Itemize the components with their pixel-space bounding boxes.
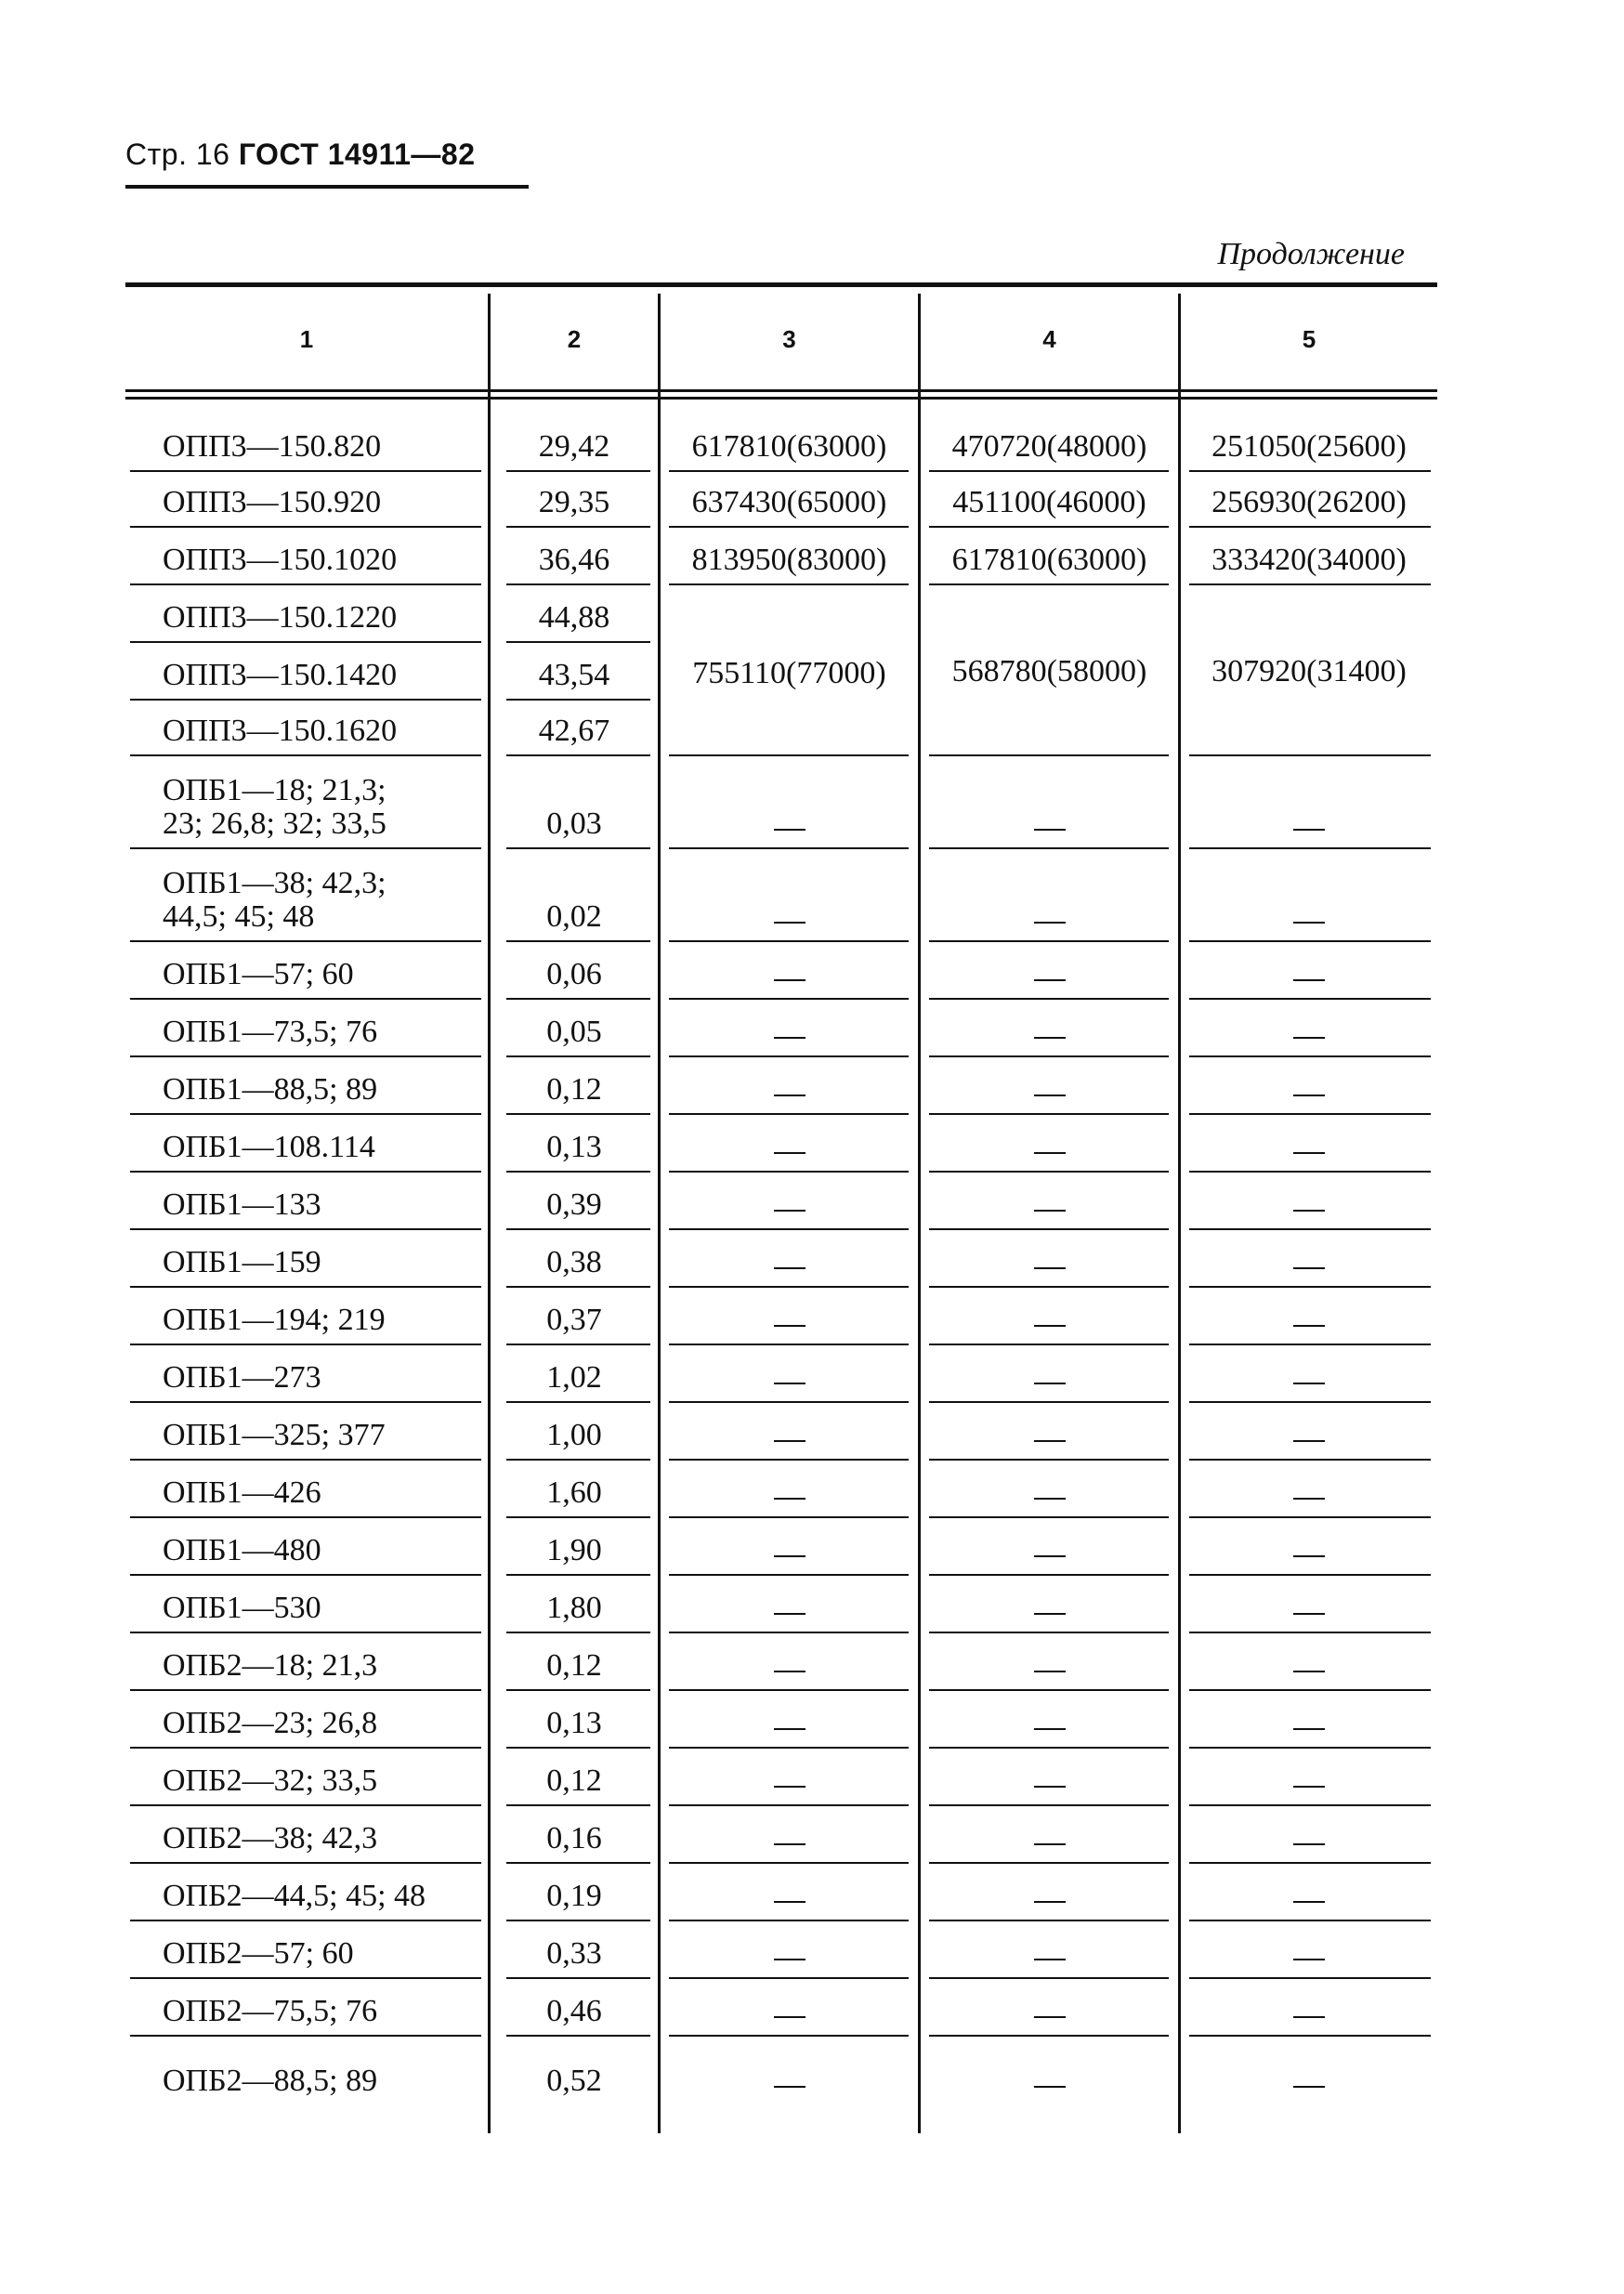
row-dash-col4: [1034, 1498, 1066, 1500]
row-dash-col3: [774, 1383, 805, 1384]
row-name-underline: [130, 1632, 481, 1633]
row-name: ОПБ2—32; 33,5: [163, 1763, 378, 1798]
row-value-underline-col2: [506, 847, 650, 849]
row-dash-col5: [1293, 979, 1325, 981]
row-value-col2: 0,13: [546, 1130, 602, 1164]
row-value-underline-col4: [929, 1113, 1169, 1115]
row-name: ОПБ2—88,5; 89: [163, 2064, 378, 2098]
merged-cell-col4: 568780(58000): [951, 654, 1147, 688]
row-dash-col4: [1034, 1440, 1066, 1442]
row-name-underline: [130, 1401, 481, 1403]
row-value-underline-col2: [506, 1747, 650, 1749]
row-dash-col5: [1293, 1440, 1325, 1442]
row-value-underline-col2: [506, 699, 650, 701]
row-value-underline-col3: [669, 1632, 909, 1633]
row-value-col2: 0,03: [546, 806, 602, 841]
row-dash-col3: [774, 1901, 805, 1903]
row-dash-col5: [1293, 1786, 1325, 1788]
row-value-underline-col3: [669, 1344, 909, 1345]
column-header-5: 5: [1302, 325, 1316, 353]
row-name-underline: [130, 1286, 481, 1288]
row-name: ОПБ1—88,5; 89: [163, 1072, 378, 1107]
merged-underline-col4: [929, 754, 1169, 756]
row-name: ОПБ1—480: [163, 1533, 321, 1567]
row-value-col2: 0,39: [546, 1187, 602, 1222]
row-name-underline: [130, 1516, 481, 1518]
row-value-col5: 256930(26200): [1211, 485, 1407, 519]
row-value-col2: 44,88: [538, 600, 610, 635]
row-dash-col4: [1034, 1843, 1066, 1845]
row-value-underline-col4: [929, 583, 1169, 585]
row-value-underline-col3: [669, 1113, 909, 1115]
row-value-underline-col2: [506, 1632, 650, 1633]
row-value-underline-col5: [1189, 1632, 1431, 1633]
page-header: [125, 138, 476, 172]
row-value-underline-col2: [506, 1055, 650, 1057]
row-value-underline-col4: [929, 1632, 1169, 1633]
row-dash-col4: [1034, 1210, 1066, 1212]
row-value-underline-col2: [506, 940, 650, 942]
row-dash-col5: [1293, 1095, 1325, 1096]
row-dash-col3: [774, 1843, 805, 1845]
row-dash-col4: [1034, 979, 1066, 981]
row-value-col2: 0,16: [546, 1821, 602, 1855]
row-value-underline-col4: [929, 847, 1169, 849]
row-dash-col5: [1293, 1671, 1325, 1672]
row-value-underline-col3: [669, 1055, 909, 1057]
row-dash-col5: [1293, 1267, 1325, 1269]
row-value-underline-col4: [929, 998, 1169, 1000]
row-value-underline-col2: [506, 1516, 650, 1518]
row-value-underline-col2: [506, 1689, 650, 1691]
row-dash-col3: [774, 1555, 805, 1557]
row-value-underline-col4: [929, 1747, 1169, 1749]
row-value-underline-col5: [1189, 998, 1431, 1000]
row-name: ОПП3—150.1220: [163, 600, 398, 635]
row-dash-col4: [1034, 922, 1066, 924]
row-value-underline-col3: [669, 1689, 909, 1691]
row-name: ОПБ1—57; 60: [163, 957, 354, 991]
row-value-underline-col5: [1189, 583, 1431, 585]
row-value-underline-col3: [669, 526, 909, 528]
row-value-col2: 1,02: [546, 1360, 602, 1395]
row-value-underline-col2: [506, 470, 650, 472]
row-dash-col4: [1034, 1555, 1066, 1557]
row-dash-col4: [1034, 1325, 1066, 1327]
row-value-col2: 0,19: [546, 1879, 602, 1913]
row-value-col2: 29,42: [538, 429, 610, 464]
row-value-col3: 617810(63000): [691, 429, 887, 464]
row-value-underline-col5: [1189, 470, 1431, 472]
row-value-underline-col3: [669, 998, 909, 1000]
row-dash-col5: [1293, 1210, 1325, 1212]
row-dash-col3: [774, 1728, 805, 1730]
row-value-underline-col4: [929, 1228, 1169, 1230]
row-value-underline-col5: [1189, 1920, 1431, 1921]
row-name: ОПБ2—75,5; 76: [163, 1994, 378, 2028]
row-dash-col5: [1293, 2016, 1325, 2018]
row-value-underline-col4: [929, 1516, 1169, 1518]
row-value-col2: 0,33: [546, 1936, 602, 1971]
row-name-underline: [130, 526, 481, 528]
row-value-underline-col2: [506, 1286, 650, 1288]
row-value-underline-col5: [1189, 1689, 1431, 1691]
row-dash-col4: [1034, 1152, 1066, 1154]
row-name-underline: [130, 1055, 481, 1057]
row-name-underline: [130, 1920, 481, 1921]
row-dash-col3: [774, 1095, 805, 1096]
row-dash-col3: [774, 829, 805, 831]
row-value-col2: 0,38: [546, 1245, 602, 1279]
row-dash-col5: [1293, 1728, 1325, 1730]
row-name: ОПП3—150.820: [163, 429, 382, 464]
row-name: ОПП3—150.1620: [163, 714, 398, 748]
row-value-underline-col2: [506, 1228, 650, 1230]
row-value-col2: 0,13: [546, 1706, 602, 1740]
row-value-underline-col2: [506, 1574, 650, 1576]
row-dash-col4: [1034, 1786, 1066, 1788]
row-value-underline-col5: [1189, 1055, 1431, 1057]
row-dash-col5: [1293, 1959, 1325, 1960]
row-value-underline-col2: [506, 583, 650, 585]
continuation-label: Продолжение: [1217, 237, 1405, 271]
row-dash-col5: [1293, 1498, 1325, 1500]
merged-underline-col3: [669, 754, 909, 756]
row-value-underline-col4: [929, 526, 1169, 528]
row-dash-col3: [774, 1498, 805, 1500]
row-value-underline-col4: [929, 1171, 1169, 1173]
row-value-underline-col3: [669, 1286, 909, 1288]
row-name-underline: [130, 1689, 481, 1691]
row-value-underline-col5: [1189, 1862, 1431, 1864]
row-dash-col5: [1293, 922, 1325, 924]
table-header-rule: [125, 389, 1437, 392]
row-name: ОПБ1—273: [163, 1360, 321, 1395]
page-number: Стр. 16: [125, 138, 230, 171]
row-value-underline-col5: [1189, 847, 1431, 849]
row-value-col2: 0,46: [546, 1994, 602, 2028]
row-name-underline: [130, 998, 481, 1000]
row-name: ОПБ2—18; 21,3: [163, 1648, 378, 1683]
row-value-col5: 251050(25600): [1211, 429, 1407, 464]
row-dash-col4: [1034, 829, 1066, 831]
row-value-underline-col5: [1189, 2035, 1431, 2037]
row-value-underline-col2: [506, 1804, 650, 1806]
row-value-col3: 637430(65000): [691, 485, 887, 519]
row-value-underline-col2: [506, 1977, 650, 1979]
row-value-underline-col3: [669, 1747, 909, 1749]
row-dash-col4: [1034, 1095, 1066, 1096]
row-value-underline-col5: [1189, 1113, 1431, 1115]
row-value-underline-col5: [1189, 1171, 1431, 1173]
row-value-col2: 1,00: [546, 1418, 602, 1452]
row-value-underline-col3: [669, 470, 909, 472]
row-name: ОПП3—150.1020: [163, 543, 398, 577]
row-name: ОПБ2—38; 42,3: [163, 1821, 378, 1855]
row-value-underline-col3: [669, 583, 909, 585]
row-value-underline-col2: [506, 1920, 650, 1921]
row-dash-col5: [1293, 1037, 1325, 1039]
row-value-underline-col3: [669, 1862, 909, 1864]
row-name-underline: [130, 1228, 481, 1230]
row-value-underline-col3: [669, 1574, 909, 1576]
row-value-col2: 0,05: [546, 1015, 602, 1049]
row-dash-col3: [774, 1325, 805, 1327]
row-dash-col5: [1293, 1613, 1325, 1615]
row-dash-col4: [1034, 2016, 1066, 2018]
row-name-underline: [130, 754, 481, 756]
row-dash-col5: [1293, 1843, 1325, 1845]
row-value-underline-col2: [506, 526, 650, 528]
row-value-underline-col3: [669, 1920, 909, 1921]
row-value-col4: 451100(46000): [952, 485, 1146, 519]
row-name: ОПБ1—18; 21,3;: [163, 773, 386, 807]
row-value-underline-col4: [929, 1689, 1169, 1691]
row-name-underline: [130, 847, 481, 849]
row-dash-col3: [774, 1440, 805, 1442]
row-value-underline-col3: [669, 1804, 909, 1806]
merged-underline-col5: [1189, 754, 1431, 756]
row-value-col4: 470720(48000): [951, 429, 1147, 464]
row-name-underline: [130, 1574, 481, 1576]
row-name-underline: [130, 470, 481, 472]
row-value-underline-col4: [929, 1574, 1169, 1576]
row-name: ОПБ1—133: [163, 1187, 321, 1222]
row-dash-col3: [774, 1671, 805, 1672]
row-value-underline-col4: [929, 1459, 1169, 1461]
row-dash-col3: [774, 922, 805, 924]
row-value-underline-col5: [1189, 940, 1431, 942]
row-value-underline-col5: [1189, 1286, 1431, 1288]
row-value-col2: 0,06: [546, 957, 602, 991]
row-name: ОПБ1—530: [163, 1591, 321, 1625]
merged-cell-col5: 307920(31400): [1211, 654, 1407, 688]
row-dash-col3: [774, 1786, 805, 1788]
row-value-col2: 0,12: [546, 1072, 602, 1107]
row-name-underline: [130, 1171, 481, 1173]
row-value-underline-col4: [929, 940, 1169, 942]
row-name-underline: [130, 1459, 481, 1461]
row-dash-col4: [1034, 1037, 1066, 1039]
row-value-underline-col4: [929, 1055, 1169, 1057]
row-value-col2: 43,54: [538, 658, 610, 692]
merged-cell-col3: 755110(77000): [692, 656, 886, 690]
row-name: ОПБ1—73,5; 76: [163, 1015, 378, 1049]
row-name-underline: [130, 940, 481, 942]
column-header-1: 1: [299, 325, 314, 353]
row-name-underline: [130, 1113, 481, 1115]
row-name-underline: [130, 1747, 481, 1749]
row-dash-col3: [774, 1210, 805, 1212]
row-name: 44,5; 45; 48: [163, 899, 315, 934]
row-name-underline: [130, 1344, 481, 1345]
row-dash-col4: [1034, 1959, 1066, 1960]
column-header-2: 2: [567, 325, 582, 353]
row-name: ОПБ2—44,5; 45; 48: [163, 1879, 426, 1913]
row-value-underline-col5: [1189, 1401, 1431, 1403]
row-value-underline-col5: [1189, 526, 1431, 528]
row-value-underline-col4: [929, 2035, 1169, 2037]
row-value-col2: 36,46: [538, 543, 610, 577]
row-value-underline-col5: [1189, 1516, 1431, 1518]
row-name-underline: [130, 1977, 481, 1979]
row-value-underline-col2: [506, 1113, 650, 1115]
row-dash-col5: [1293, 1555, 1325, 1557]
table-header-rule-double: [125, 397, 1437, 400]
row-value-underline-col4: [929, 1401, 1169, 1403]
row-value-underline-col3: [669, 940, 909, 942]
column-header-3: 3: [782, 325, 796, 353]
row-value-underline-col2: [506, 1344, 650, 1345]
row-value-underline-col3: [669, 1401, 909, 1403]
row-name: ОПБ2—23; 26,8: [163, 1706, 378, 1740]
table-top-rule: [125, 282, 1437, 287]
row-value-col2: 0,02: [546, 899, 602, 934]
row-dash-col3: [774, 1959, 805, 1960]
column-header-4: 4: [1042, 325, 1056, 353]
row-value-underline-col4: [929, 1920, 1169, 1921]
row-value-underline-col2: [506, 1459, 650, 1461]
row-value-col2: 1,60: [546, 1475, 602, 1510]
row-dash-col5: [1293, 1152, 1325, 1154]
row-dash-col5: [1293, 2086, 1325, 2088]
row-value-col2: 1,90: [546, 1533, 602, 1567]
row-value-underline-col4: [929, 1344, 1169, 1345]
row-value-underline-col3: [669, 2035, 909, 2037]
row-value-underline-col2: [506, 998, 650, 1000]
row-value-col2: 0,37: [546, 1303, 602, 1337]
row-value-col3: 813950(83000): [691, 543, 887, 577]
row-dash-col5: [1293, 1383, 1325, 1384]
row-value-underline-col3: [669, 1459, 909, 1461]
row-value-col4: 617810(63000): [951, 543, 1147, 577]
row-value-underline-col5: [1189, 1977, 1431, 1979]
row-value-underline-col5: [1189, 1459, 1431, 1461]
row-value-underline-col5: [1189, 1574, 1431, 1576]
row-value-underline-col4: [929, 1977, 1169, 1979]
header-rule: [125, 185, 529, 189]
row-value-underline-col2: [506, 1862, 650, 1864]
row-value-underline-col3: [669, 1171, 909, 1173]
row-name: 23; 26,8; 32; 33,5: [163, 806, 386, 841]
row-value-col5: 333420(34000): [1211, 543, 1407, 577]
row-dash-col3: [774, 1037, 805, 1039]
row-value-underline-col5: [1189, 1344, 1431, 1345]
row-name: ОПБ1—159: [163, 1245, 321, 1279]
row-value-underline-col5: [1189, 1747, 1431, 1749]
row-value-col2: 0,52: [546, 2064, 602, 2098]
row-name: ОПП3—150.920: [163, 485, 382, 519]
row-value-underline-col3: [669, 847, 909, 849]
row-name-underline: [130, 699, 481, 701]
row-name: ОПП3—150.1420: [163, 658, 398, 692]
row-dash-col3: [774, 979, 805, 981]
row-name: ОПБ1—108.114: [163, 1130, 375, 1164]
row-dash-col4: [1034, 1728, 1066, 1730]
row-value-underline-col2: [506, 1401, 650, 1403]
row-name-underline: [130, 641, 481, 643]
row-dash-col5: [1293, 1325, 1325, 1327]
row-value-underline-col4: [929, 1286, 1169, 1288]
row-name: ОПБ1—194; 219: [163, 1303, 386, 1337]
row-name: ОПБ1—325; 377: [163, 1418, 386, 1452]
row-value-col2: 1,80: [546, 1591, 602, 1625]
row-name: ОПБ1—426: [163, 1475, 321, 1510]
row-value-underline-col2: [506, 641, 650, 643]
row-value-col2: 0,12: [546, 1648, 602, 1683]
row-value-underline-col2: [506, 2035, 650, 2037]
row-value-col2: 42,67: [538, 714, 610, 748]
row-dash-col4: [1034, 2086, 1066, 2088]
row-dash-col4: [1034, 1671, 1066, 1672]
row-dash-col3: [774, 2016, 805, 2018]
row-value-underline-col4: [929, 470, 1169, 472]
row-dash-col4: [1034, 1383, 1066, 1384]
row-name: ОПБ2—57; 60: [163, 1936, 354, 1971]
row-name-underline: [130, 583, 481, 585]
row-value-underline-col5: [1189, 1804, 1431, 1806]
row-value-underline-col4: [929, 1804, 1169, 1806]
row-value-underline-col4: [929, 1862, 1169, 1864]
row-name-underline: [130, 1804, 481, 1806]
row-value-col2: 0,12: [546, 1763, 602, 1798]
row-dash-col4: [1034, 1901, 1066, 1903]
row-dash-col4: [1034, 1613, 1066, 1615]
row-value-col2: 29,35: [538, 485, 610, 519]
row-value-underline-col3: [669, 1977, 909, 1979]
row-dash-col3: [774, 2086, 805, 2088]
row-value-underline-col2: [506, 754, 650, 756]
row-name-underline: [130, 1862, 481, 1864]
row-dash-col3: [774, 1613, 805, 1615]
row-dash-col3: [774, 1152, 805, 1154]
row-name: ОПБ1—38; 42,3;: [163, 866, 386, 900]
row-value-underline-col3: [669, 1516, 909, 1518]
row-dash-col4: [1034, 1267, 1066, 1269]
row-name-underline: [130, 2035, 481, 2037]
row-value-underline-col3: [669, 1228, 909, 1230]
row-value-underline-col2: [506, 1171, 650, 1173]
row-dash-col5: [1293, 1901, 1325, 1903]
row-dash-col5: [1293, 829, 1325, 831]
row-value-underline-col5: [1189, 1228, 1431, 1230]
row-dash-col3: [774, 1267, 805, 1269]
standard-number: ГОСТ 14911—82: [238, 138, 476, 171]
